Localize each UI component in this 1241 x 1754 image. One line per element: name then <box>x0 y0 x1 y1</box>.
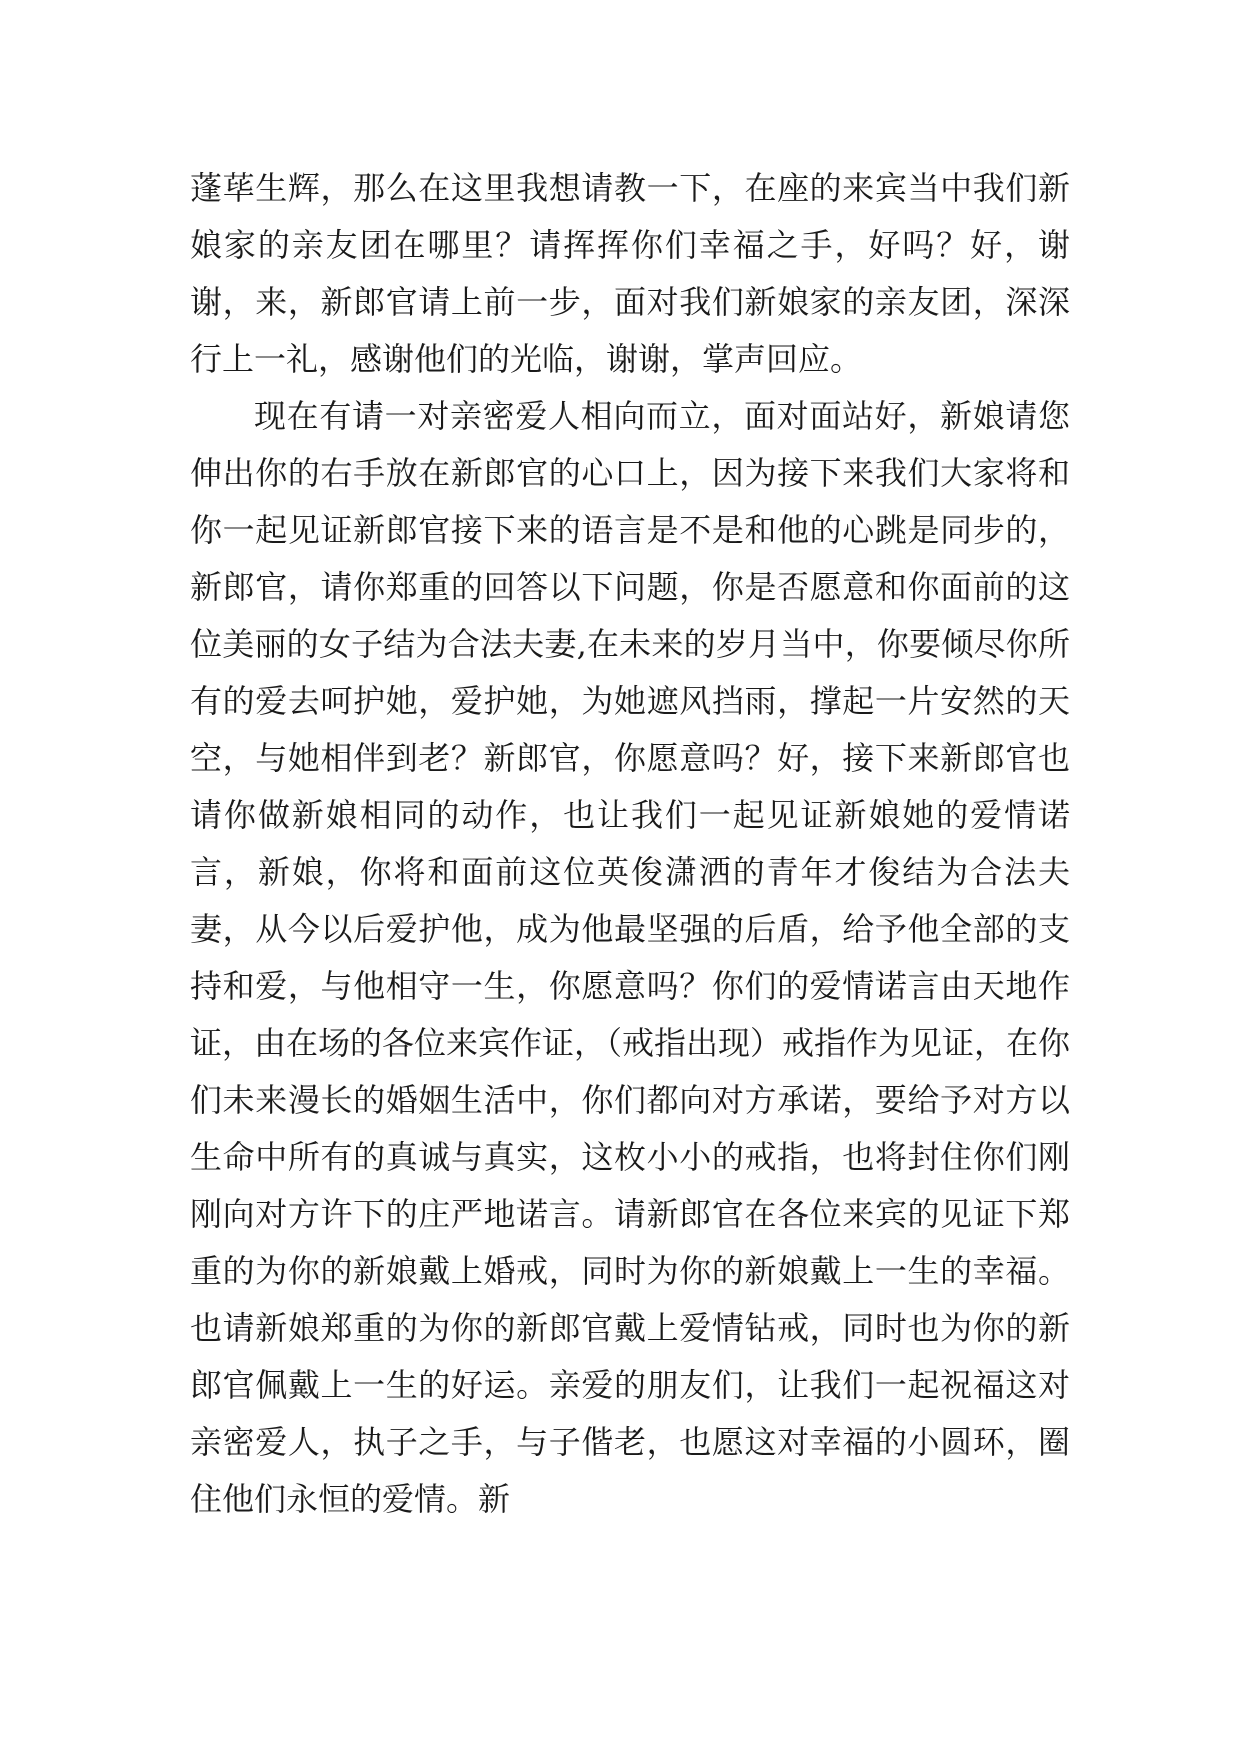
paragraph-vows: 现在有请一对亲密爱人相向而立，面对面站好，新娘请您伸出你的右手放在新郎官的心口上，因为接下来我们大家将和你一起见证新郎官接下来的语言是不是和他的心跳是同步的，新郎官，请你郑重的回答以下问题，你是否愿意和你面前的这位美丽的女子结为合法夫妻,在未来的岁月当中，你要倾尽你所有的爱去呵护她，爱护她，为她遮风挡雨，撑起一片安然的天空，与她相伴到老？新郎官，你愿意吗？好，接下来新郎官也请你做新娘相同的动作，也让我们一起见证新娘她的爱情诺言，新娘，你将和面前这位英俊潇洒的青年才俊结为合法夫妻，从今以后爱护他，成为他最坚强的后盾，给予他全部的支持和爱，与他相守一生，你愿意吗？你们的爱情诺言由天地作证，由在场的各位来宾作证，（戒指出现）戒指作为见证，在你们未来漫长的婚姻生活中，你们都向对方承诺，要给予对方以生命中所有的真诚与真实，这枚小小的戒指，也将封住你们刚刚向对方许下的庄严地诺言。请新郎官在各位来宾的见证下郑重的为你的新娘戴上婚戒，同时为你的新娘戴上一生的幸福。也请新娘郑重的为你的新郎官戴上爱情钻戒，同时也为你的新郎官佩戴上一生的好运。亲爱的朋友们，让我们一起祝福这对亲密爱人，执子之手，与子偕老，也愿这对幸福的小圆环，圈住他们永恒的爱情。新 <box>190 397 1071 1518</box>
document-body <box>190 160 1070 1528</box>
paragraph-continuation: 蓬荜生辉，那么在这里我想请教一下，在座的来宾当中我们新娘家的亲友团在哪里？请挥挥你们幸福之手，好吗？好，谢谢，来，新郎官请上前一步，面对我们新娘家的亲友团，深深行上一礼，感谢他们的光临，谢谢，掌声回应。 <box>190 169 1070 378</box>
